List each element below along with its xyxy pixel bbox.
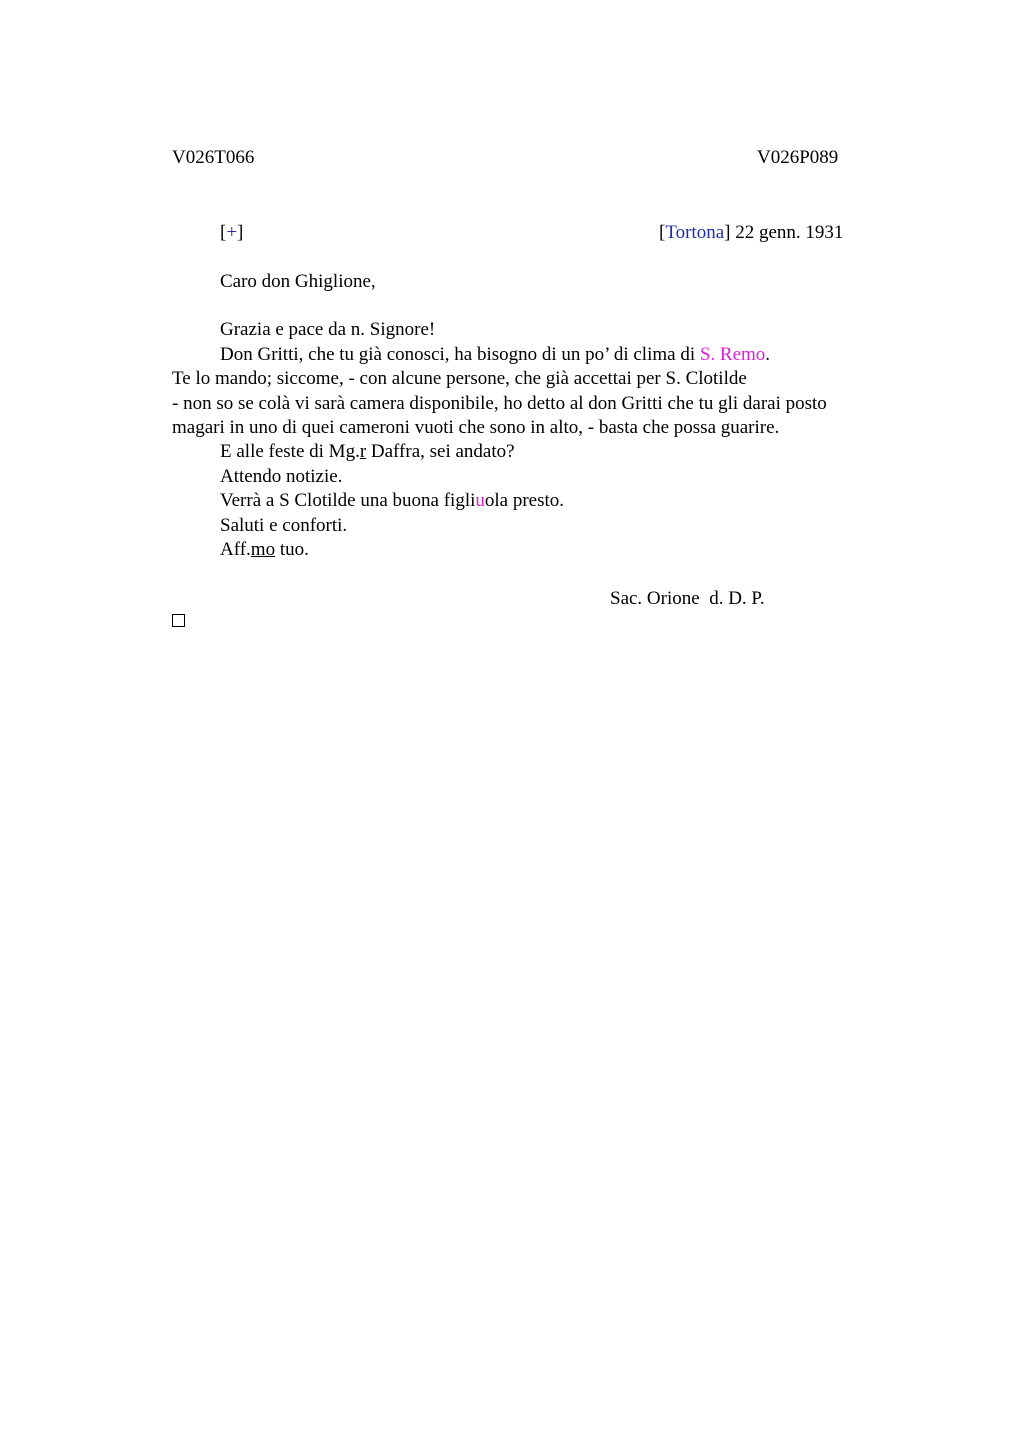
- greeting-line: Grazia e pace da n. Signore!: [220, 319, 436, 340]
- closing-rest: tuo.: [275, 539, 309, 560]
- abbreviation-r: r: [359, 441, 367, 462]
- body-line-8: Saluti e conforti.: [220, 515, 348, 536]
- signature: Sac. Orione d. D. P.: [610, 588, 765, 609]
- cross-mark: [220, 221, 243, 245]
- body-line-7-text: Verrà a S Clotilde una buona figli: [220, 490, 476, 511]
- cross-bracket-open: [: [220, 222, 227, 243]
- closing-text: Aff.: [220, 539, 251, 560]
- salutation: Caro don Ghiglione,: [220, 271, 376, 292]
- body-line-7-rest: ola presto.: [484, 490, 565, 511]
- body-line-2: Te lo mando; siccome, - con alcune persone, che già accettai per S. Clotilde: [172, 368, 747, 389]
- cross-symbol: +: [226, 222, 238, 243]
- body-line-5: [220, 440, 515, 464]
- body-line-5-rest: Daffra, sei andato?: [366, 441, 515, 462]
- body-line-4: magari in uno di quei cameroni vuoti che sono in alto, - basta che possa guarire.: [172, 417, 780, 438]
- abbreviation-mo: mo: [250, 539, 276, 560]
- body-line-1-end: .: [765, 344, 771, 365]
- place-san-remo: S. Remo: [699, 344, 766, 365]
- body-line-1: [220, 343, 770, 367]
- closing-line: [220, 538, 309, 562]
- body-line-1-text: Don Gritti, che tu già conosci, ha bisogno di un po’ di clima di: [220, 344, 700, 365]
- body-line-6: Attendo notizie.: [220, 466, 343, 487]
- body-line-5-text: E alle feste di Mg.: [220, 441, 360, 462]
- document-code-left: V026T066: [172, 147, 255, 168]
- body-line-3: - non so se colà vi sarà camera disponibile, ho detto al don Gritti che tu gli darai posto: [172, 393, 827, 414]
- place-name: Tortona: [665, 222, 725, 243]
- body-line-7: [220, 489, 564, 513]
- inserted-letter-u: u: [475, 490, 485, 511]
- end-of-document-box-icon: [172, 614, 185, 627]
- cross-bracket-close: ]: [237, 222, 244, 243]
- date: 22 genn. 1931: [730, 222, 844, 243]
- document-code-right: V026P089: [757, 147, 839, 168]
- dateline: [659, 221, 843, 245]
- place-bracket-close: ]: [724, 222, 731, 243]
- place-bracket-open: [: [659, 222, 666, 243]
